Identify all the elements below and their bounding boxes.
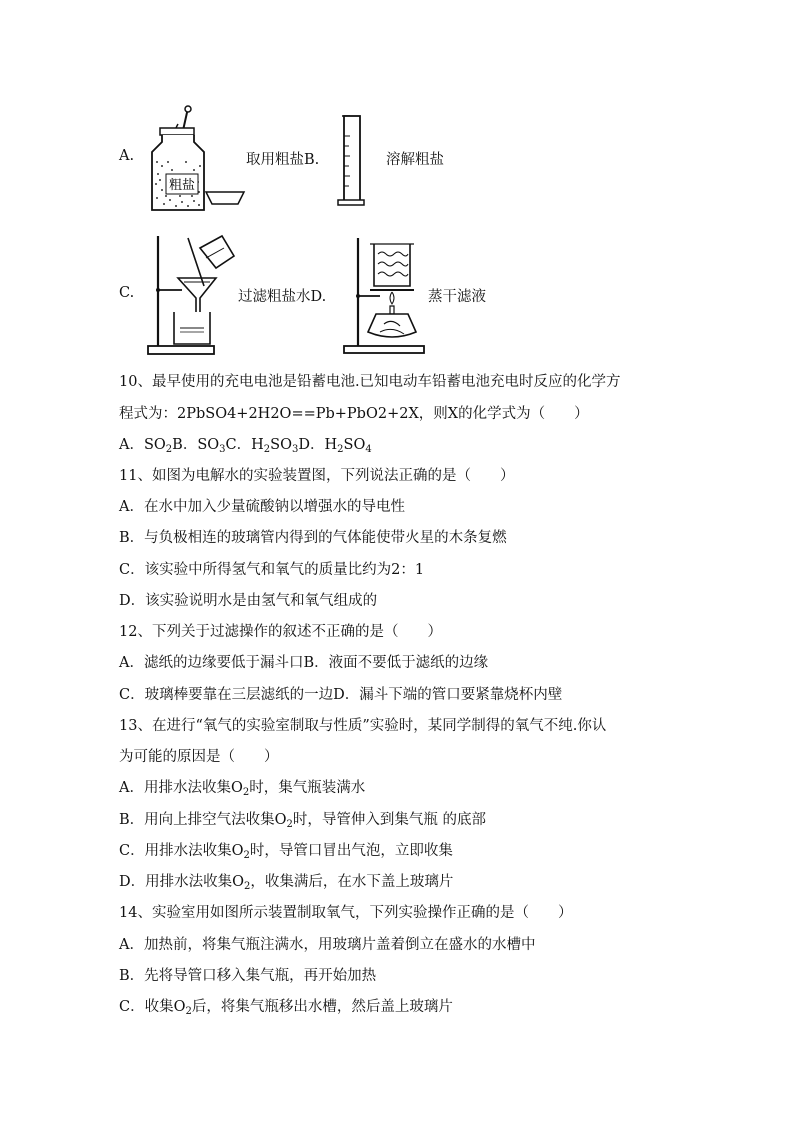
q13-stem-line1: 13、在进行“氧气的实验室制取与性质”实验时，某同学制得的氧气不纯.你认 bbox=[119, 718, 607, 734]
q11-option-c: C．该实验中所得氢气和氧气的质量比约为2：1 bbox=[119, 562, 425, 578]
q12-options-cd: C．玻璃棒要靠在三层滤纸的一边D．漏斗下端的管口要紧靠烧杯内壁 bbox=[119, 687, 563, 703]
option-b-label: 溶解粗盐 bbox=[386, 152, 444, 168]
q13-option-d: D．用排水法收集$O_2$，收集满后，在水下盖上玻璃片 bbox=[119, 874, 454, 892]
q12-stem: 12、下列关于过滤操作的叙述不正确的是（ ） bbox=[119, 624, 442, 640]
q14-option-a: A．加热前，将集气瓶注满水，用玻璃片盖着倒立在盛水的水槽中 bbox=[119, 937, 536, 953]
option-d-label: 蒸干滤液 bbox=[428, 289, 486, 305]
q10-options: A．$SO_2B$．$SO_3C$．$H_2SO_3D$．$H_2SO_4$ bbox=[119, 437, 372, 455]
q11-option-d: D．该实验说明水是由氢气和氧气组成的 bbox=[119, 593, 378, 609]
q13-stem-line2: 为可能的原因是（ ） bbox=[119, 749, 279, 765]
salt-jar-illustration bbox=[148, 104, 248, 214]
q13-option-a: A．用排水法收集$O_2$时，集气瓶装满水 bbox=[119, 780, 366, 798]
q11-option-a: A．在水中加入少量硫酸钠以增强水的导电性 bbox=[119, 499, 405, 515]
q14-option-b: B．先将导管口移入集气瓶，再开始加热 bbox=[119, 968, 377, 984]
option-a-label: 取用粗盐B. bbox=[246, 152, 320, 168]
q14-stem: 14、实验室用如图所示装置制取氧气，下列实验操作正确的是（ ） bbox=[119, 905, 573, 921]
evaporation-illustration bbox=[340, 234, 430, 356]
q10-stem-line1: 10、最早使用的充电电池是铅蓄电池.已知电动车铅蓄电池充电时反应的化学方 bbox=[119, 374, 621, 390]
q11-option-b: B．与负极相连的玻璃管内得到的气体能使带火星的木条复燃 bbox=[119, 530, 507, 546]
graduated-cylinder-illustration bbox=[336, 112, 366, 212]
q13-option-c: C．用排水法收集$O_2$时，导管口冒出气泡，立即收集 bbox=[119, 843, 453, 861]
q12-options-ab: A．滤纸的边缘要低于漏斗口B．液面不要低于滤纸的边缘 bbox=[119, 655, 489, 671]
option-c-label: 过滤粗盐水D. bbox=[238, 289, 327, 305]
q11-stem: 11、如图为电解水的实验装置图，下列说法正确的是（ ） bbox=[119, 468, 515, 484]
q13-option-b: B．用向上排空气法收集$O_2$时，导管伸入到集气瓶 的底部 bbox=[119, 812, 487, 830]
q14-option-c: C．收集$O_2$后，将集气瓶移出水槽，然后盖上玻璃片 bbox=[119, 999, 453, 1017]
q10-stem-line2: 程式为：2PbSO4+2H2O==Pb+PbO2+2X，则X的化学式为（ ） bbox=[119, 406, 589, 422]
option-c-letter: C. bbox=[119, 285, 135, 301]
option-a-letter: A. bbox=[119, 148, 135, 164]
filtration-illustration bbox=[146, 232, 236, 358]
jar-label: 粗盐 bbox=[168, 178, 196, 193]
